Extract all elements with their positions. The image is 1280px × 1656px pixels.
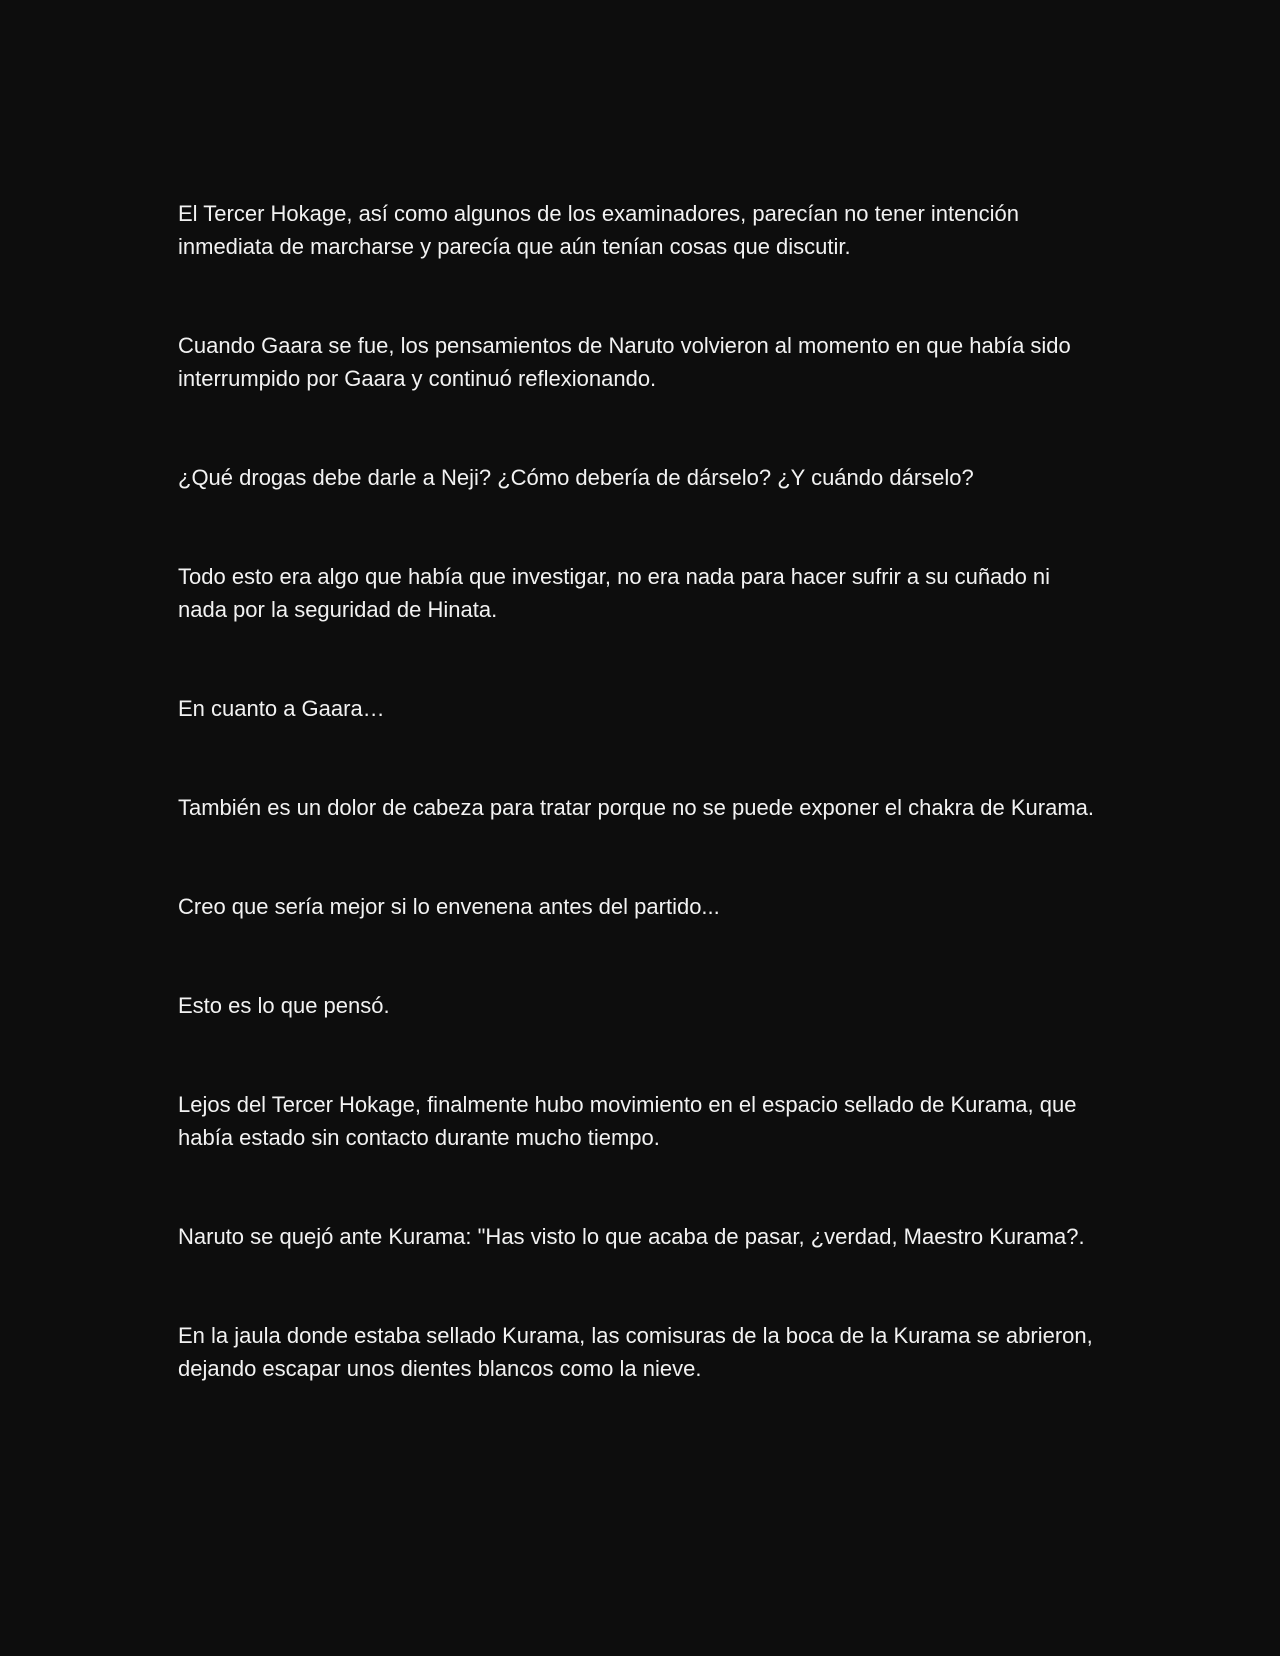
paragraph-6: También es un dolor de cabeza para tratar porque no se puede exponer el chakra de Kurama. [178, 795, 1095, 820]
paragraph-1: El Tercer Hokage, así como algunos de los examinadores, parecían no tener intención inmediata de marcharse y parecía que aún tenían cosas que discutir. [178, 201, 1019, 259]
paragraph-8: Esto es lo que pensó. [178, 993, 390, 1018]
paragraph-4: Todo esto era algo que había que investigar, no era nada para hacer sufrir a su cuñado ni nada por la seguridad de Hinata. [178, 564, 1051, 622]
paragraph-7: Creo que sería mejor si lo envenena antes del partido... [178, 894, 720, 919]
document-page [178, 197, 1098, 1451]
paragraph-10: Naruto se quejó ante Kurama: "Has visto lo que acaba de pasar, ¿verdad, Maestro Kurama?. [178, 1224, 1085, 1249]
paragraph-5: En cuanto a Gaara… [178, 696, 385, 721]
paragraph-9: Lejos del Tercer Hokage, finalmente hubo movimiento en el espacio sellado de Kurama, que había estado sin contacto durante mucho tiempo. [178, 1092, 1077, 1150]
paragraph-3: ¿Qué drogas debe darle a Neji? ¿Cómo debería de dárselo? ¿Y cuándo dárselo? [178, 465, 974, 490]
paragraph-11: En la jaula donde estaba sellado Kurama, las comisuras de la boca de la Kurama se abrieron, dejando escapar unos dientes blancos como la nieve. [178, 1323, 1093, 1381]
paragraph-2: Cuando Gaara se fue, los pensamientos de Naruto volvieron al momento en que había sido interrumpido por Gaara y continuó reflexionando. [178, 333, 1071, 391]
